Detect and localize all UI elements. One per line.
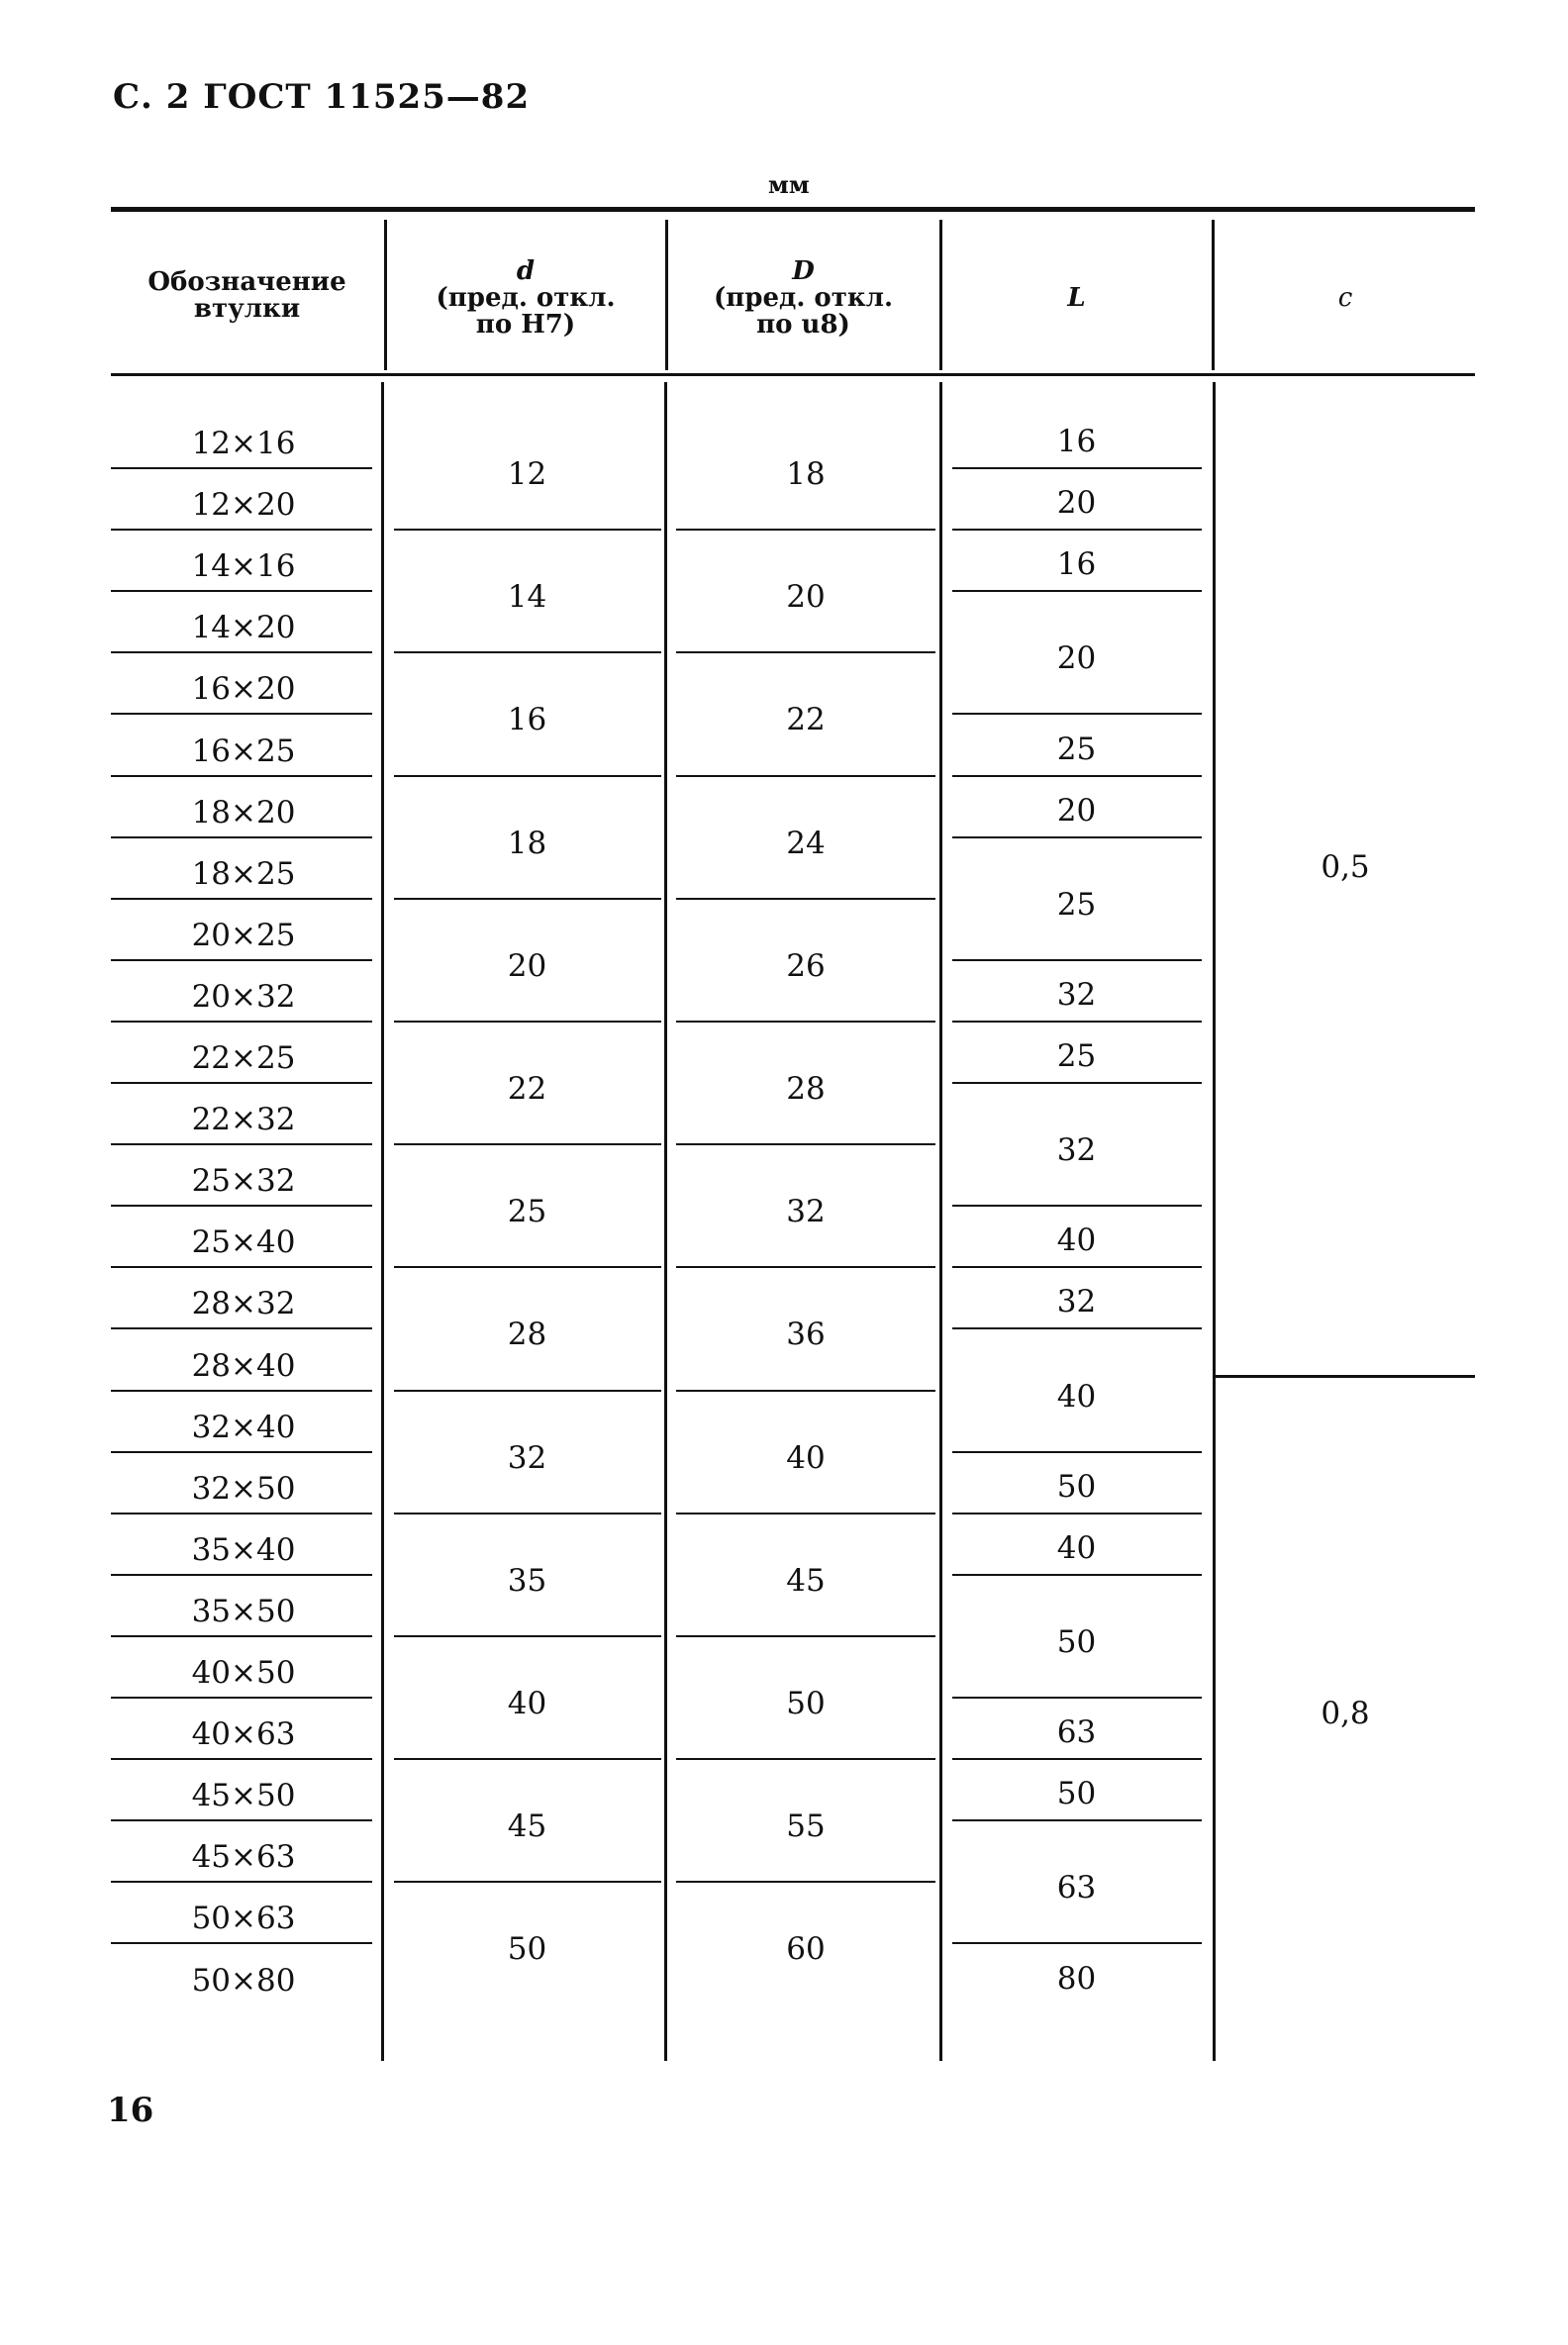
group-rule xyxy=(394,651,661,653)
row-rule xyxy=(111,1513,372,1514)
d-value-cell: 50 xyxy=(507,1931,547,1968)
row-rule xyxy=(111,1082,372,1084)
L-rule xyxy=(952,836,1202,838)
d-value-cell: 18 xyxy=(507,825,547,861)
group-rule xyxy=(394,1143,661,1145)
page-header: С. 2 ГОСТ 11525—82 xyxy=(113,77,531,117)
group-rule xyxy=(676,775,935,777)
designation-cell: 35×40 xyxy=(191,1531,296,1568)
row-rule xyxy=(111,713,372,715)
row-rule xyxy=(111,959,372,961)
group-rule xyxy=(676,1758,935,1760)
designation-cell: 50×80 xyxy=(191,1962,296,1999)
d-value-cell: 25 xyxy=(507,1194,547,1230)
designation-cell: 18×20 xyxy=(191,794,296,831)
row-rule xyxy=(111,1574,372,1576)
designation-cell: 22×25 xyxy=(191,1040,296,1076)
D-value-cell: 28 xyxy=(786,1071,826,1107)
body-divider xyxy=(381,382,384,2061)
L-rule xyxy=(952,1266,1202,1268)
L-value-cell: 50 xyxy=(1056,1776,1097,1812)
d-value-cell: 28 xyxy=(507,1317,547,1353)
row-rule xyxy=(111,590,372,592)
d-value-cell: 32 xyxy=(507,1439,547,1476)
group-rule xyxy=(676,1635,935,1637)
D-value-cell: 20 xyxy=(786,579,826,616)
designation-cell: 12×20 xyxy=(191,487,296,524)
row-rule xyxy=(111,1021,372,1023)
L-value-cell: 25 xyxy=(1056,731,1097,767)
L-value-cell: 25 xyxy=(1056,1038,1097,1074)
row-rule xyxy=(111,1451,372,1453)
D-value-cell: 45 xyxy=(786,1562,826,1599)
c-value: 0,8 xyxy=(1321,1696,1370,1731)
designation-cell: 14×20 xyxy=(191,610,296,646)
column-header-c: c xyxy=(1337,283,1353,313)
group-rule xyxy=(676,529,935,531)
L-rule xyxy=(952,1942,1202,1944)
row-rule xyxy=(111,898,372,900)
L-value-cell: 20 xyxy=(1056,640,1097,677)
L-value-cell: 25 xyxy=(1056,886,1097,923)
d-value-cell: 22 xyxy=(507,1071,547,1107)
L-value-cell: 40 xyxy=(1056,1222,1097,1259)
group-rule xyxy=(676,651,935,653)
page-number: 16 xyxy=(107,2091,154,2130)
row-rule xyxy=(111,1266,372,1268)
D-value-cell: 50 xyxy=(786,1686,826,1721)
row-rule xyxy=(111,1697,372,1699)
L-value-cell: 32 xyxy=(1056,1284,1097,1320)
designation-cell: 12×16 xyxy=(191,426,296,461)
group-rule xyxy=(394,529,661,531)
row-rule xyxy=(111,1942,372,1944)
L-rule xyxy=(952,1574,1202,1576)
L-value-cell: 80 xyxy=(1056,1960,1097,1997)
designation-cell: 28×32 xyxy=(191,1286,296,1322)
group-rule xyxy=(394,775,661,777)
group-rule xyxy=(394,1390,661,1392)
d-value-cell: 16 xyxy=(507,702,547,738)
body-divider xyxy=(664,382,667,2061)
header-divider xyxy=(1212,220,1215,370)
D-value-cell: 36 xyxy=(786,1317,826,1353)
L-rule xyxy=(952,1327,1202,1329)
D-value-cell: 40 xyxy=(786,1439,826,1476)
designation-cell: 14×16 xyxy=(191,548,296,585)
header-bottom-rule xyxy=(111,373,1475,376)
L-rule xyxy=(952,713,1202,715)
L-value-cell: 40 xyxy=(1056,1529,1097,1566)
group-rule xyxy=(394,1635,661,1637)
header-divider xyxy=(939,220,942,370)
table-top-rule xyxy=(111,207,1475,212)
designation-cell: 16×20 xyxy=(191,671,296,708)
L-rule xyxy=(952,1758,1202,1760)
column-header-d: d (пред. откл. по H7) xyxy=(436,256,616,340)
d-value-cell: 35 xyxy=(507,1562,547,1599)
header-divider xyxy=(384,220,387,370)
row-rule xyxy=(111,1635,372,1637)
designation-cell: 45×63 xyxy=(191,1839,296,1876)
group-rule xyxy=(394,898,661,900)
L-value-cell: 32 xyxy=(1056,1132,1097,1169)
L-rule xyxy=(952,1021,1202,1023)
designation-cell: 40×63 xyxy=(191,1716,296,1753)
row-rule xyxy=(111,1205,372,1207)
L-rule xyxy=(952,959,1202,961)
L-rule xyxy=(952,1697,1202,1699)
row-rule xyxy=(111,651,372,653)
designation-cell: 28×40 xyxy=(191,1347,296,1384)
column-header-D: D (пред. откл. по u8) xyxy=(713,256,894,340)
column-header-L: L xyxy=(1067,283,1086,313)
L-value-cell: 50 xyxy=(1056,1468,1097,1505)
row-rule xyxy=(111,1758,372,1760)
L-rule xyxy=(952,1451,1202,1453)
L-rule xyxy=(952,529,1202,531)
header-divider xyxy=(665,220,668,370)
designation-cell: 35×50 xyxy=(191,1593,296,1629)
c-group-rule xyxy=(1216,1375,1475,1378)
designation-cell: 20×32 xyxy=(191,978,296,1015)
body-divider xyxy=(1213,382,1216,2061)
row-rule xyxy=(111,1327,372,1329)
designation-cell: 20×25 xyxy=(191,917,296,953)
L-value-cell: 63 xyxy=(1056,1870,1097,1906)
d-value-cell: 12 xyxy=(507,456,547,492)
L-value-cell: 50 xyxy=(1056,1623,1097,1660)
group-rule xyxy=(394,1881,661,1883)
L-rule xyxy=(952,1513,1202,1514)
group-rule xyxy=(676,898,935,900)
D-value-cell: 60 xyxy=(786,1931,826,1968)
D-value-cell: 22 xyxy=(786,702,826,738)
d-value-cell: 45 xyxy=(507,1808,547,1845)
d-value-cell: 20 xyxy=(507,947,547,984)
designation-cell: 45×50 xyxy=(191,1778,296,1814)
designation-cell: 40×50 xyxy=(191,1655,296,1691)
designation-cell: 22×32 xyxy=(191,1102,296,1138)
d-value-cell: 40 xyxy=(507,1686,547,1721)
group-rule xyxy=(394,1513,661,1514)
group-rule xyxy=(676,1881,935,1883)
row-rule xyxy=(111,1819,372,1821)
row-rule xyxy=(111,1143,372,1145)
D-value-cell: 26 xyxy=(786,947,826,984)
row-rule xyxy=(111,529,372,531)
designation-cell: 18×25 xyxy=(191,855,296,892)
row-rule xyxy=(111,467,372,469)
group-rule xyxy=(394,1758,661,1760)
D-value-cell: 55 xyxy=(786,1808,826,1845)
L-rule xyxy=(952,1205,1202,1207)
designation-cell: 32×50 xyxy=(191,1470,296,1507)
row-rule xyxy=(111,775,372,777)
d-value-cell: 14 xyxy=(507,579,547,616)
designation-cell: 16×25 xyxy=(191,733,296,769)
L-value-cell: 40 xyxy=(1056,1378,1097,1415)
column-header-designation: Обозначение втулки xyxy=(147,267,346,324)
row-rule xyxy=(111,1881,372,1883)
group-rule xyxy=(676,1390,935,1392)
L-value-cell: 32 xyxy=(1056,976,1097,1013)
body-divider xyxy=(939,382,942,2061)
L-rule xyxy=(952,1082,1202,1084)
group-rule xyxy=(676,1513,935,1514)
D-value-cell: 32 xyxy=(786,1194,826,1230)
group-rule xyxy=(676,1143,935,1145)
group-rule xyxy=(676,1021,935,1023)
designation-cell: 25×40 xyxy=(191,1224,296,1261)
group-rule xyxy=(676,1266,935,1268)
L-value-cell: 16 xyxy=(1056,424,1097,459)
L-rule xyxy=(952,775,1202,777)
row-rule xyxy=(111,836,372,838)
designation-cell: 50×63 xyxy=(191,1901,296,1937)
designation-cell: 32×40 xyxy=(191,1409,296,1445)
L-value-cell: 63 xyxy=(1056,1714,1097,1751)
L-value-cell: 16 xyxy=(1056,546,1097,583)
L-rule xyxy=(952,590,1202,592)
L-value-cell: 20 xyxy=(1056,485,1097,522)
L-rule xyxy=(952,1819,1202,1821)
unit-label: мм xyxy=(768,170,810,199)
group-rule xyxy=(394,1266,661,1268)
D-value-cell: 18 xyxy=(786,456,826,492)
L-value-cell: 20 xyxy=(1056,792,1097,829)
L-rule xyxy=(952,467,1202,469)
c-value: 0,5 xyxy=(1321,849,1370,885)
D-value-cell: 24 xyxy=(786,825,826,861)
group-rule xyxy=(394,1021,661,1023)
designation-cell: 25×32 xyxy=(191,1163,296,1200)
row-rule xyxy=(111,1390,372,1392)
